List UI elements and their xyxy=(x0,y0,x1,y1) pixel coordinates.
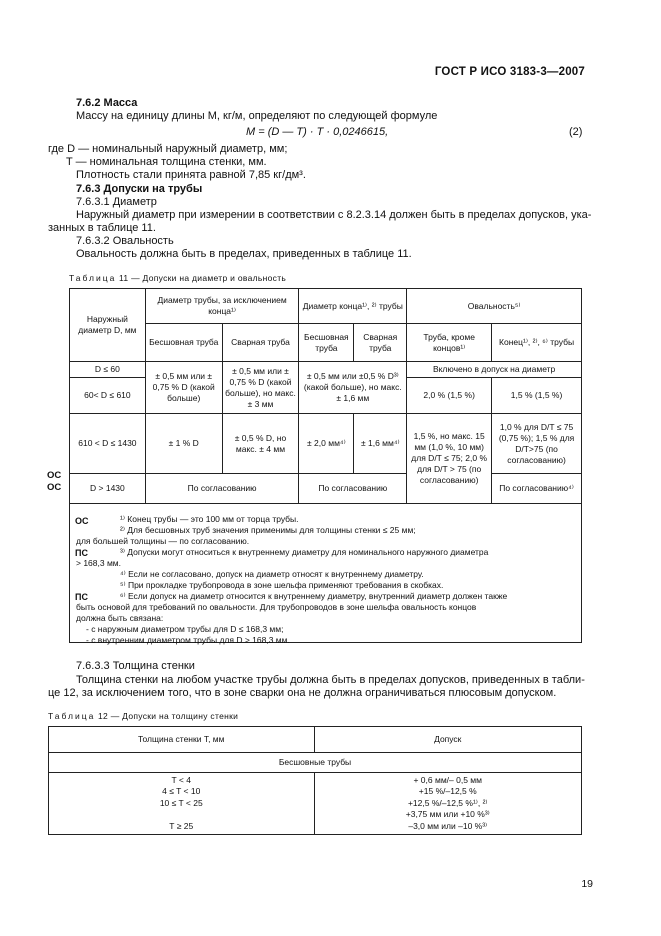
td-r3-end-seamless: ± 2,0 мм⁴⁾ xyxy=(299,414,354,474)
td-r3-oval-pipe: 1,5 %, но макс. 15 мм (1,0 %, 10 мм) для D/T ≤ 75; 2,0 % для D/T > 75 (по согласованию) xyxy=(407,414,492,504)
th-seamless: Бесшовная труба xyxy=(145,324,222,362)
density-text: Плотность стали принята равной 7,85 кг/дм³. xyxy=(76,169,306,181)
thickness-row-2: 4 ≤ T < 10 xyxy=(162,786,201,797)
td-tolerance-values xyxy=(314,773,582,835)
td-r3-end-welded: ± 1,6 мм⁴⁾ xyxy=(354,414,407,474)
section-7-6-2-title: 7.6.2 Масса xyxy=(76,97,138,109)
subsection-ovality: 7.6.3.2 Овальность xyxy=(76,235,174,247)
note-6a: ⁶⁾ Если допуск на диаметр относится к внутреннему диаметру, внутренний диаметр должен также xyxy=(120,591,508,601)
table12-caption-text: 12 — Допуски на толщину стенки xyxy=(98,711,239,721)
td-r2-oval-pipe: 2,0 % (1,5 %) xyxy=(407,378,492,414)
wall-thickness-text-1: Толщина стенки на любом участке трубы должна быть в пределах допусков, приведенных в табли- xyxy=(76,674,585,686)
subsection-wall-thickness: 7.6.3.3 Толщина стенки xyxy=(76,660,195,672)
td-r4-end: По согласованию xyxy=(299,474,407,504)
thickness-row-1: T < 4 xyxy=(171,774,191,785)
td-r2-d: 60< D ≤ 610 xyxy=(70,378,146,414)
td-r2-oval-end: 1,5 % (1,5 %) xyxy=(492,378,582,414)
th-ovality: Овальность⁵⁾ xyxy=(407,289,582,324)
table12-caption xyxy=(48,711,238,721)
formula-number: (2) xyxy=(569,126,583,138)
tolerance-row-5: –3,0 мм или –10 %³⁾ xyxy=(408,820,488,831)
th-oval-end: Конец¹⁾, ²⁾, ⁶⁾ трубы xyxy=(492,324,582,362)
th-oval-pipe: Труба, кроме концов¹⁾ xyxy=(407,324,492,362)
diameter-text-2: занных в таблице 11. xyxy=(48,222,156,234)
th-outer-diameter: Наружный диаметр D, мм xyxy=(70,289,146,362)
td-r1-oval: Включено в допуск на диаметр xyxy=(407,362,582,378)
page-number: 19 xyxy=(581,878,593,890)
note-marker-ps-1: ПС xyxy=(75,548,88,558)
th-wall-thickness: Толщина стенки T, мм xyxy=(49,727,315,753)
note-5: ⁵⁾ При прокладке трубопровода в зоне шельфа применяют требования в скобках. xyxy=(120,580,444,590)
td-r4-d: D > 1430 xyxy=(70,474,146,504)
tolerance-row-4: +3,75 мм или +10 %³⁾ xyxy=(405,809,490,820)
diameter-text-1: Наружный диаметр при измерении в соответствии с 8.2.3.14 должен быть в пределах допусков, ука- xyxy=(76,209,592,221)
th-tolerance: Допуск xyxy=(314,727,582,753)
thickness-row-4 xyxy=(51,809,312,821)
note-3b: > 168,3 мм. xyxy=(76,558,122,568)
note-marker-ps-2: ПС xyxy=(75,592,88,602)
td-r1-d: D ≤ 60 xyxy=(70,362,146,378)
td-r1-welded: ± 0,5 мм или ± 0,75 % D (какой больше), но макс. ± 3 мм xyxy=(222,362,299,414)
thickness-row-3: 10 ≤ T < 25 xyxy=(159,797,203,808)
ovality-text: Овальность должна быть в пределах, приведенных в таблице 11. xyxy=(76,248,412,260)
td-r4-pipe: По согласованию xyxy=(145,474,299,504)
th-diameter-end: Диаметр конца¹⁾, ²⁾ трубы xyxy=(299,289,407,324)
note-4: ⁴⁾ Если не согласовано, допуск на диаметр относят к внутреннему диаметру. xyxy=(120,569,424,579)
note-2b: для большей толщины — по согласованию. xyxy=(76,536,250,546)
table12-caption-word: Таблица xyxy=(48,711,96,721)
td-r3-d: 610 < D ≤ 1430 xyxy=(70,414,146,474)
mass-formula: M = (D — T) · T · 0,0246615, xyxy=(246,126,389,138)
note-6e: - с внутренним диаметром трубы для D > 168,3 мм. xyxy=(86,635,290,645)
tolerance-row-1: + 0,6 мм/– 0,5 мм xyxy=(413,774,482,785)
td-r1-seamless: ± 0,5 мм или ± 0,75 % D (какой больше) xyxy=(145,362,222,414)
td-group-seamless: Бесшовные трубы xyxy=(49,753,582,773)
note-6d: - с наружным диаметром трубы для D ≤ 168,3 мм; xyxy=(86,624,284,634)
th-diameter-excl-end: Диаметр трубы, за исключением конца¹⁾ xyxy=(145,289,299,324)
th-welded-end: Сварная труба xyxy=(354,324,407,362)
margin-marker-oc-2: ОС xyxy=(47,482,62,493)
where-d: где D — номинальный наружный диаметр, мм; xyxy=(48,143,288,155)
td-thickness-values xyxy=(49,773,315,835)
td-r3-welded: ± 0,5 % D, но макс. ± 4 мм xyxy=(222,414,299,474)
subsection-diameter: 7.6.3.1 Диаметр xyxy=(76,196,157,208)
tolerance-row-3: +12,5 %/–12,5 %¹⁾, ²⁾ xyxy=(407,797,488,808)
note-6c: должна быть связана: xyxy=(76,613,164,623)
td-r1-end: ± 0,5 мм или ±0,5 % D³⁾ (какой больше), но макс. ± 1,6 мм xyxy=(299,362,407,414)
note-6b: быть основой для требований по овальности. Для трубопроводов в зоне шельфа овальность концов xyxy=(76,602,477,612)
td-r4-oval-end: По согласованию⁴⁾ xyxy=(492,474,582,504)
tolerance-row-2: +15 %/–12,5 % xyxy=(418,786,477,797)
table-12 xyxy=(48,726,582,835)
td-r3-seamless: ± 1 % D xyxy=(145,414,222,474)
where-t: T — номинальная толщина стенки, мм. xyxy=(66,156,267,168)
mass-intro: Массу на единицу длины M, кг/м, определяют по следующей формуле xyxy=(76,110,438,122)
note-3a: ³⁾ Допуски могут относиться к внутреннему диаметру для номинального наружного диаметра xyxy=(120,547,489,557)
note-marker-oc: ОС xyxy=(75,516,89,526)
td-r3-oval-end: 1,0 % для D/T ≤ 75 (0,75 %); 1,5 % для D/T>75 (по согласованию) xyxy=(492,414,582,474)
table11-caption-word: Таблица xyxy=(69,273,117,283)
note-1: ¹⁾ Конец трубы — это 100 мм от торца трубы. xyxy=(120,514,299,524)
table11-caption-text: 11 — Допуски на диаметр и овальность xyxy=(119,273,287,283)
margin-marker-oc-1: ОС xyxy=(47,470,62,481)
th-seamless-end: Бесшовная труба xyxy=(299,324,354,362)
thickness-row-5: T ≥ 25 xyxy=(169,820,194,831)
note-2a: ²⁾ Для бесшовных труб значения применимы для толщины стенки ≤ 25 мм; xyxy=(120,525,416,535)
table11-caption xyxy=(69,273,286,283)
document-header: ГОСТ Р ИСО 3183-3—2007 xyxy=(434,66,585,78)
section-7-6-3-title: 7.6.3 Допуски на трубы xyxy=(76,183,203,195)
wall-thickness-text-2: це 12, за исключением того, что в зоне сварки она не должна ограничиваться плюсовым допуском. xyxy=(48,687,557,699)
th-welded: Сварная труба xyxy=(222,324,299,362)
